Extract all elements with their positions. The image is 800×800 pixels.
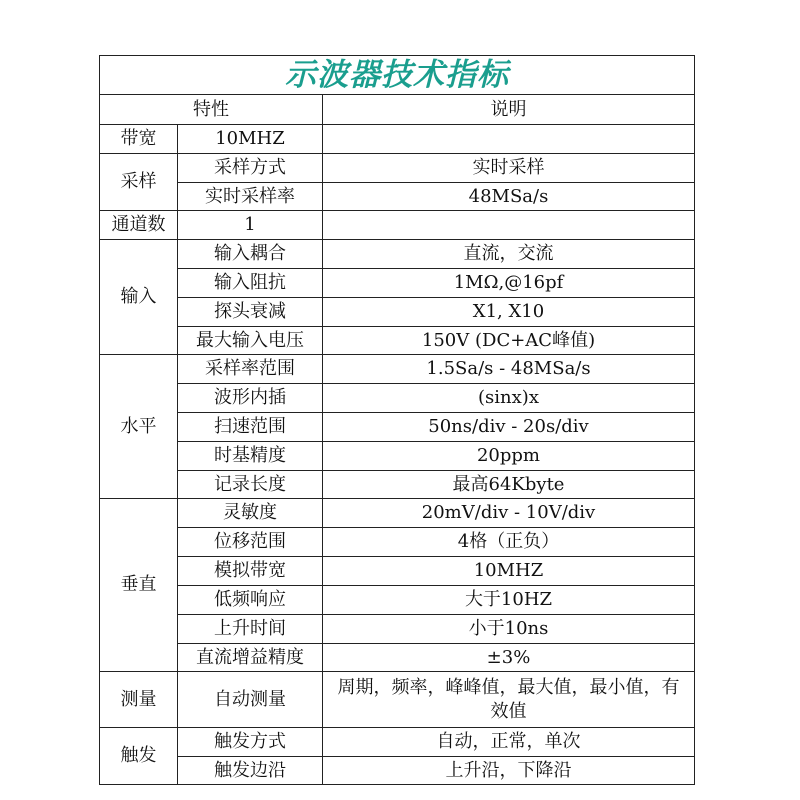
header-feature: 特性 — [100, 95, 323, 125]
spec-value: 小于10ns — [323, 615, 695, 644]
spec-name: 扫速范围 — [178, 413, 323, 442]
category-input: 输入 — [100, 240, 178, 355]
bandwidth-description — [323, 125, 695, 154]
category-vertical: 垂直 — [100, 499, 178, 672]
spec-name: 波形内插 — [178, 384, 323, 413]
spec-name: 模拟带宽 — [178, 557, 323, 586]
spec-value: 50ns/div - 20s/div — [323, 413, 695, 442]
spec-name: 位移范围 — [178, 528, 323, 557]
bandwidth-value: 10MHZ — [178, 125, 323, 154]
channels-description — [323, 211, 695, 240]
spec-value: 实时采样 — [323, 154, 695, 183]
category-channels: 通道数 — [100, 211, 178, 240]
spec-name: 探头衰减 — [178, 298, 323, 327]
spec-name: 灵敏度 — [178, 499, 323, 528]
spec-value: ±3% — [323, 644, 695, 672]
spec-value: 直流，交流 — [323, 240, 695, 269]
spec-value: 48MSa/s — [323, 183, 695, 211]
header-description: 说明 — [323, 95, 695, 125]
spec-name: 触发边沿 — [178, 757, 323, 785]
spec-value: 最高64Kbyte — [323, 471, 695, 499]
spec-value: 4格（正负） — [323, 528, 695, 557]
spec-name: 自动测量 — [178, 672, 323, 728]
spec-value: 20mV/div - 10V/div — [323, 499, 695, 528]
spec-value: 自动，正常，单次 — [323, 728, 695, 757]
spec-name: 时基精度 — [178, 442, 323, 471]
category-bandwidth: 带宽 — [100, 125, 178, 154]
spec-name: 输入耦合 — [178, 240, 323, 269]
spec-name: 触发方式 — [178, 728, 323, 757]
table-title: 示波器技术指标 — [100, 56, 695, 95]
spec-name: 记录长度 — [178, 471, 323, 499]
spec-value: 1.5Sa/s - 48MSa/s — [323, 355, 695, 384]
category-horizontal: 水平 — [100, 355, 178, 499]
spec-value: 10MHZ — [323, 557, 695, 586]
spec-value: 1MΩ,@16pf — [323, 269, 695, 298]
spec-value: X1, X10 — [323, 298, 695, 327]
spec-name: 低频响应 — [178, 586, 323, 615]
spec-name: 上升时间 — [178, 615, 323, 644]
spec-value: 20ppm — [323, 442, 695, 471]
spec-value: 150V (DC+AC峰值) — [323, 327, 695, 355]
spec-value: 周期，频率，峰峰值，最大值，最小值，有效值 — [323, 672, 695, 728]
category-sampling: 采样 — [100, 154, 178, 211]
spec-name: 直流增益精度 — [178, 644, 323, 672]
spec-name: 采样率范围 — [178, 355, 323, 384]
spec-value: 大于10HZ — [323, 586, 695, 615]
spec-name: 输入阻抗 — [178, 269, 323, 298]
spec-name: 实时采样率 — [178, 183, 323, 211]
spec-value: 上升沿，下降沿 — [323, 757, 695, 785]
spec-name: 最大输入电压 — [178, 327, 323, 355]
category-trigger: 触发 — [100, 728, 178, 785]
spec-value: (sinx)x — [323, 384, 695, 413]
spec-name: 采样方式 — [178, 154, 323, 183]
category-measurement: 测量 — [100, 672, 178, 728]
channels-value: 1 — [178, 211, 323, 240]
spec-table — [99, 55, 695, 785]
